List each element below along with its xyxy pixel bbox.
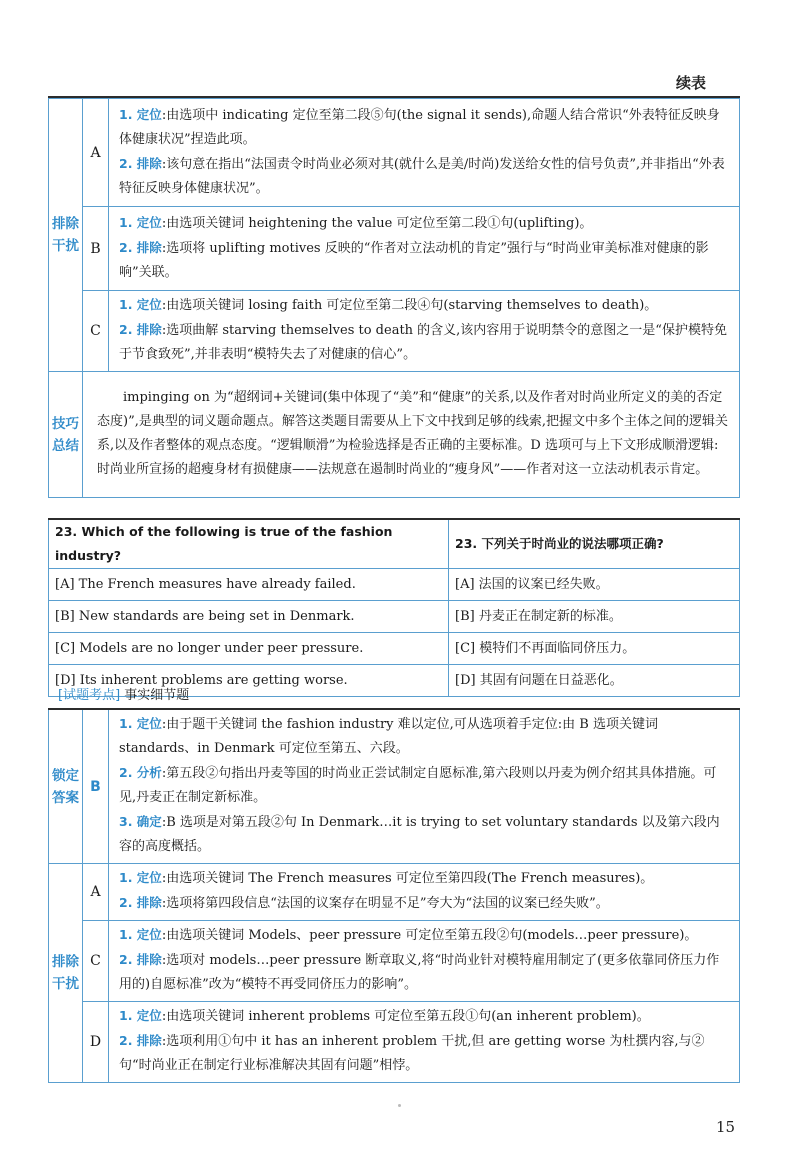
option-zh: [D] 其固有问题在日益恶化。 xyxy=(449,665,740,697)
question-type xyxy=(58,684,189,703)
analysis-table-q23 xyxy=(48,708,740,1083)
option-letter: D xyxy=(83,1002,109,1083)
question-type-value: 事实细节题 xyxy=(124,688,190,703)
option-analysis: 1. 定位:由选项关键词 losing faith 可定位至第二段④句(starving themselves to death)。 2. 排除:选项曲解 starving themselves to death 的含义,该内容用于说明禁令的意图之一是“保护模特免于节食致死”,并非表明“模特失去了对健康的信心”。 xyxy=(109,291,740,372)
option-en: [D] Its inherent problems are getting worse. xyxy=(49,665,449,697)
option-letter: A xyxy=(83,99,109,207)
page-number: 15 xyxy=(716,1118,736,1136)
option-letter: B xyxy=(83,207,109,291)
tips-text: impinging on 为“超纲词+关键词(集中体现了“美”和“健康”的关系,以及作者对时尚业所定义的美的否定态度)”,是典型的词义题命题点。解答这类题目需要从上下文中找到足够的线索,把握文中多个主体之间的逻辑关系,以及作者整体的观点态度。“逻辑顺滑”为检验选择是否正确的主要标准。D 选项可与上下文形成顺滑逻辑:时尚业所宣扬的超瘦身材有损健康——法规意在遏制时尚业的“瘦身风”——作者对这一立法动机表示肯定。 xyxy=(83,372,740,498)
question-stem-zh: 23. 下列关于时尚业的说法哪项正确? xyxy=(449,519,740,569)
option-letter: C xyxy=(83,921,109,1002)
answer-letter: B xyxy=(83,709,109,864)
question-type-label: [试题考点] xyxy=(58,688,121,703)
option-zh: [C] 模特们不再面临同侪压力。 xyxy=(449,633,740,665)
option-en: [A] The French measures have already failed. xyxy=(49,569,449,601)
question-table xyxy=(48,518,740,697)
option-en: [C] Models are no longer under peer pressure. xyxy=(49,633,449,665)
analysis-table-previous xyxy=(48,98,740,498)
lock-answer-label: 锁定答案 xyxy=(49,709,83,864)
option-analysis: 1. 定位:由选项中 indicating 定位至第二段⑤句(the signal it sends),命题人结合常识“外表特征反映身体健康状况”捏造此项。 2. 排除:该句意在指出“法国责令时尚业必须对其(就什么是美/时尚)发送给女性的信号负责”,并非指出“外表特征反映身体健康状况”。 xyxy=(109,99,740,207)
tips-label: 技巧总结 xyxy=(49,372,83,498)
option-analysis: 1. 定位:由选项关键词 Models、peer pressure 可定位至第五段②句(models…peer pressure)。 2. 排除:选项对 models…peer pressure 断章取义,将“时尚业针对模特雇用制定了(更多依靠同侪压力作用的)自愿标准”改为“模特不再受同侪压力的影响”。 xyxy=(109,921,740,1002)
answer-analysis: 1. 定位:由于题干关键词 the fashion industry 难以定位,可从选项着手定位:由 B 选项关键词 standards、in Denmark 可定位至第五、六段。 2. 分析:第五段②句指出丹麦等国的时尚业正尝试制定自愿标准,第六段则以丹麦为例介绍其具体措施。可见,丹麦正在制定新标准。 3. 确定:B 选项是对第五段②句 In Denmark…it is trying to set voluntary standards 以及第六段内容的高度概括。 xyxy=(109,709,740,864)
exclude-label: 排除干扰 xyxy=(49,864,83,1083)
continued-label: 续表 xyxy=(676,74,707,92)
decorative-dot xyxy=(398,1104,401,1107)
question-stem-en: 23. Which of the following is true of the fashion industry? xyxy=(49,519,449,569)
exclude-label: 排除干扰 xyxy=(49,99,83,372)
option-analysis: 1. 定位:由选项关键词 heightening the value 可定位至第二段①句(uplifting)。 2. 排除:选项将 uplifting motives 反映的“作者对立法动机的肯定”强行与“时尚业审美标准对健康的影响”关联。 xyxy=(109,207,740,291)
option-analysis: 1. 定位:由选项关键词 inherent problems 可定位至第五段①句(an inherent problem)。 2. 排除:选项利用①句中 it has an inherent problem 干扰,但 are getting worse 为杜撰内容,与②句“时尚业正在制定行业标准解决其固有问题”相悖。 xyxy=(109,1002,740,1083)
option-zh: [A] 法国的议案已经失败。 xyxy=(449,569,740,601)
option-analysis: 1. 定位:由选项关键词 The French measures 可定位至第四段(The French measures)。 2. 排除:选项将第四段信息“法国的议案存在明显不足”夸大为“法国的议案已经失败”。 xyxy=(109,864,740,921)
option-zh: [B] 丹麦正在制定新的标准。 xyxy=(449,601,740,633)
option-en: [B] New standards are being set in Denmark. xyxy=(49,601,449,633)
option-letter: A xyxy=(83,864,109,921)
option-letter: C xyxy=(83,291,109,372)
